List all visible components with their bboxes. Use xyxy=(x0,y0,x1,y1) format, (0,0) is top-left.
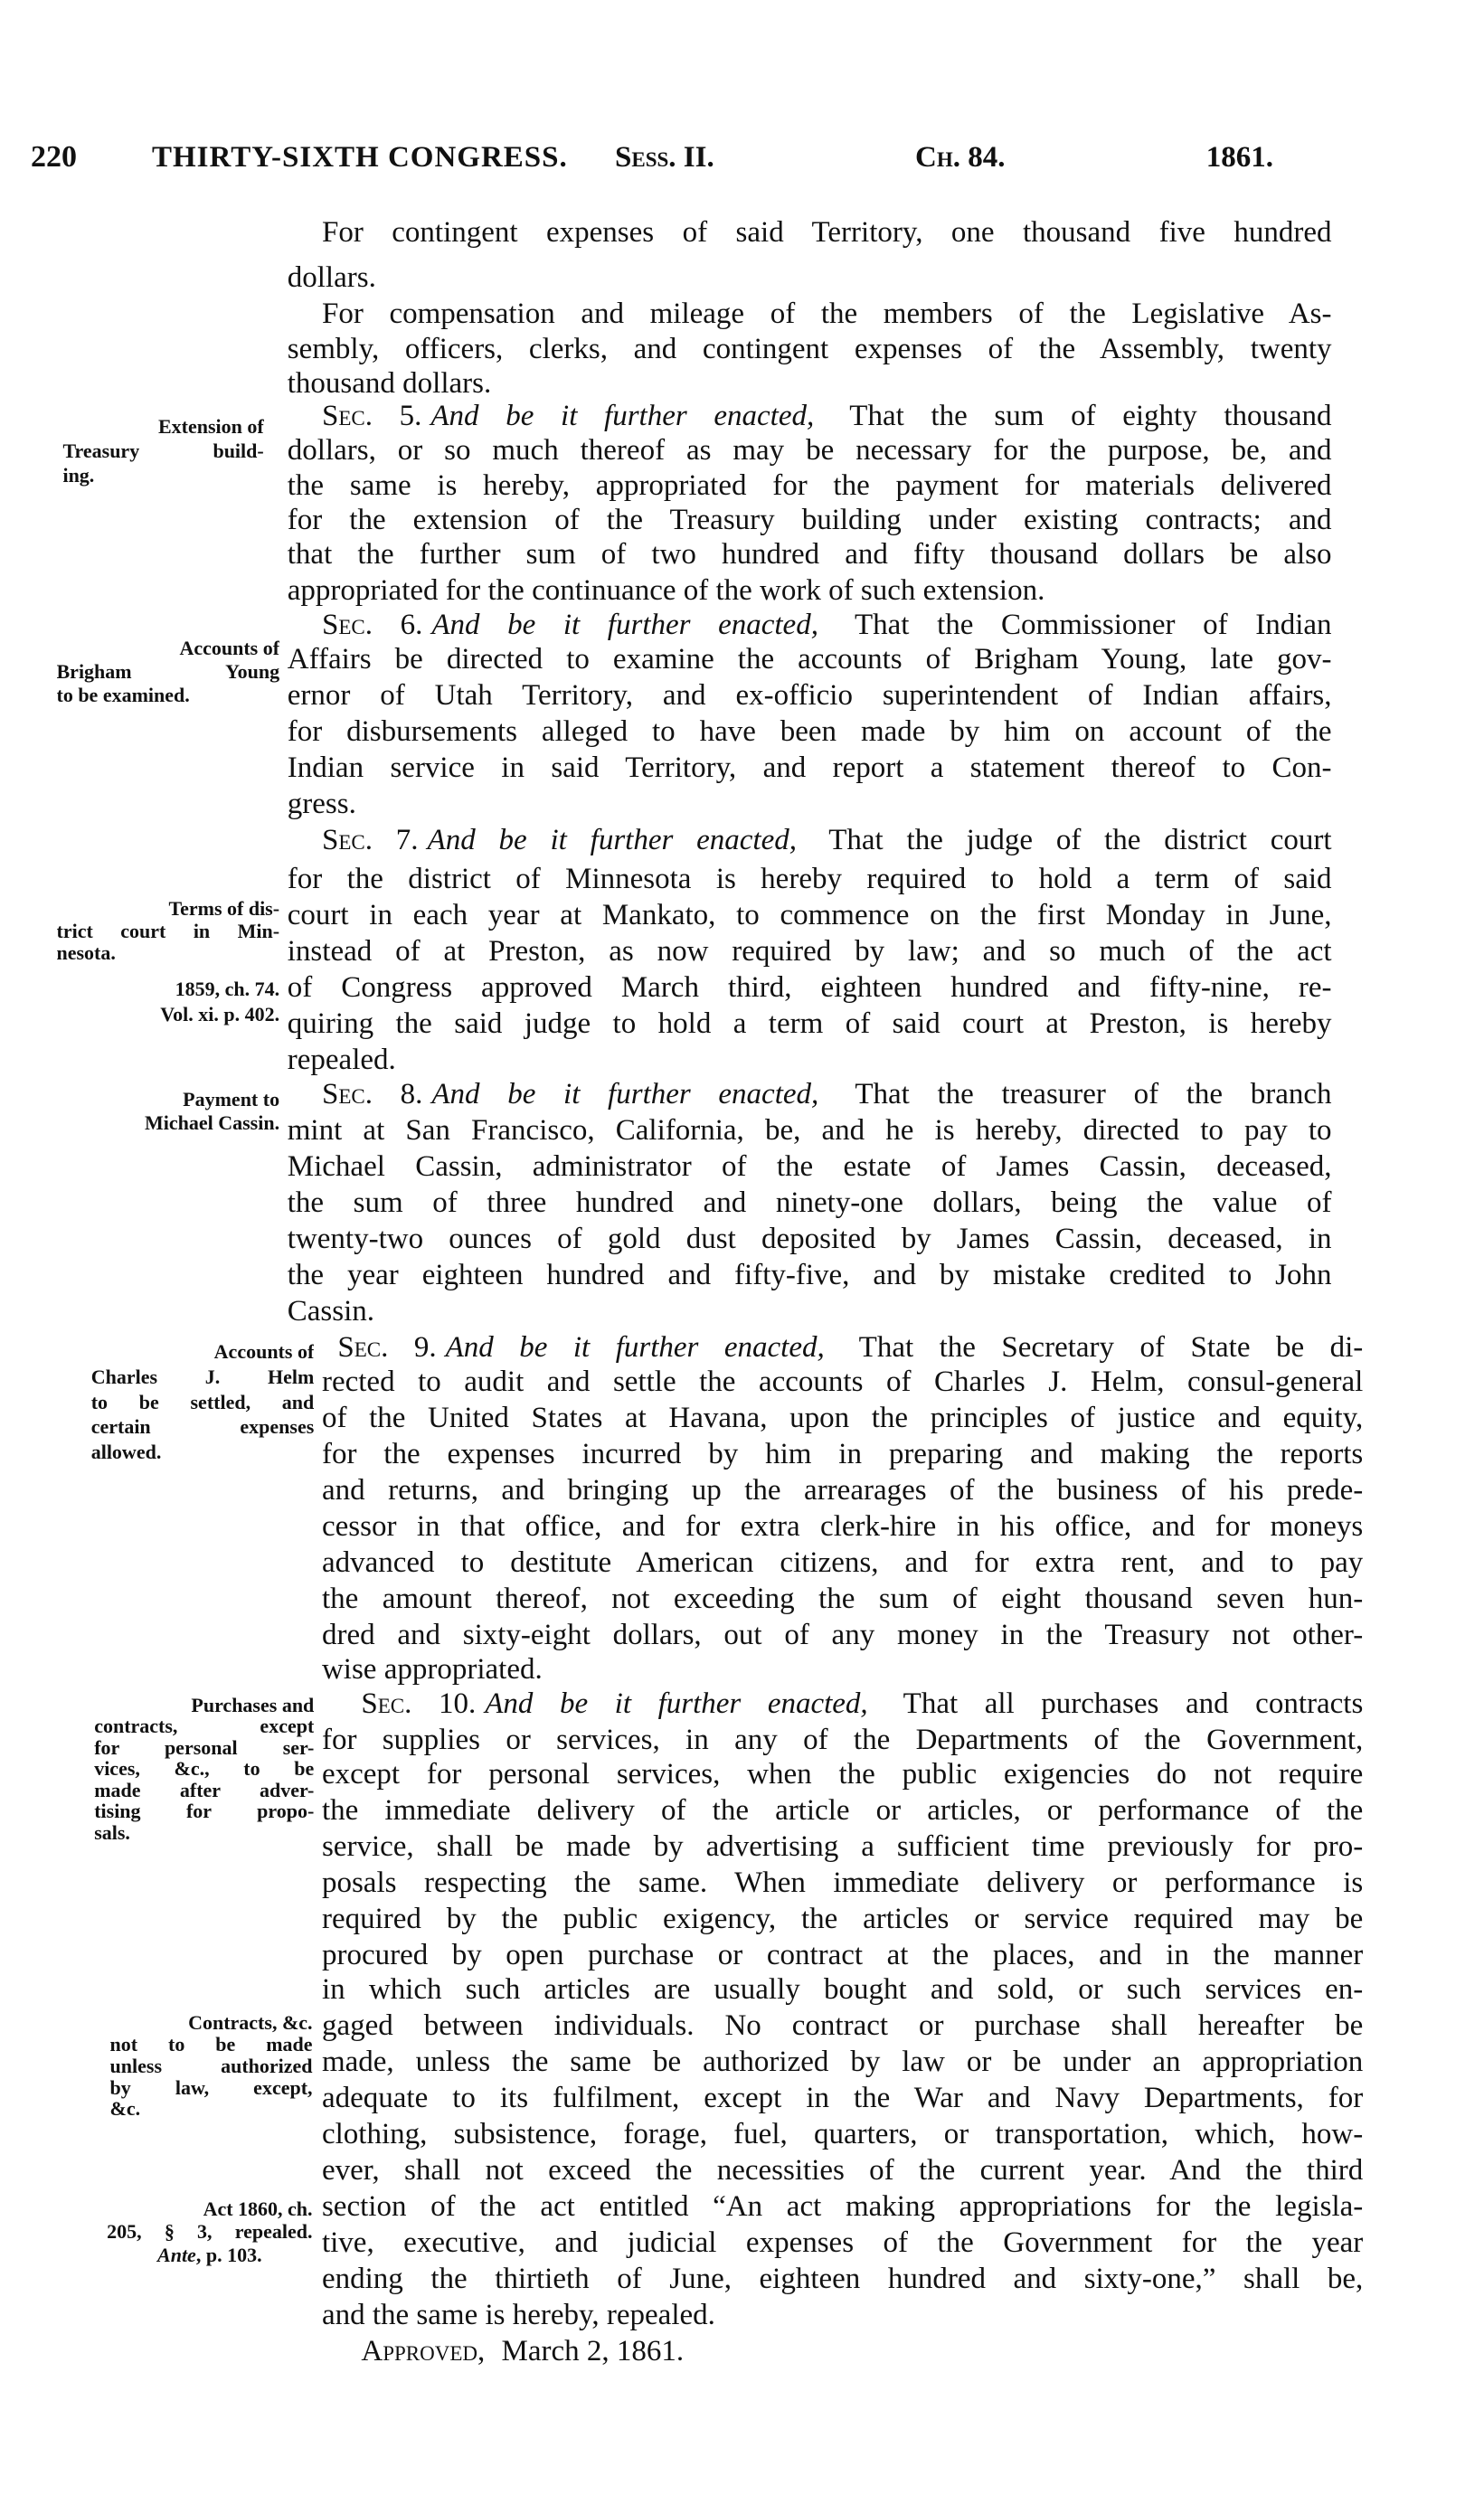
line-text: ever, shall not exceed the necessities of the current year. And the third xyxy=(321,2153,1364,2187)
line-text: tive, executive, and judicial expenses of the Government for the year xyxy=(321,2226,1364,2259)
text-line xyxy=(337,1329,1363,1366)
chapter-label: Ch. 84. xyxy=(914,141,1006,174)
text-line xyxy=(322,1508,1363,1545)
text-line xyxy=(322,1651,1363,1687)
text-line xyxy=(288,750,1332,786)
line-text: dollars, or so much thereof as may be necessary for the purpose, be, and xyxy=(287,434,1332,468)
margin-note-text: , p. 103. xyxy=(195,2243,262,2266)
text-line xyxy=(288,677,1332,714)
text-line xyxy=(322,1545,1363,1581)
margin-note-line: not to be made xyxy=(109,2032,313,2056)
margin-note-line xyxy=(107,2244,312,2267)
text-line xyxy=(288,1185,1332,1221)
text-line xyxy=(288,897,1332,933)
margin-note-line: Accounts of xyxy=(213,1340,315,1364)
line-text: thousand dollars. xyxy=(287,366,492,400)
line-text: required by the public exigency, the articles or service required may be xyxy=(321,1903,1364,1935)
line-text: and returns, and bringing up the arrearages of the business of his prede- xyxy=(321,1473,1364,1507)
line-text: procured by open purchase or contract at the places, and in the manner xyxy=(321,1938,1364,1971)
margin-note-line: Payment to xyxy=(183,1087,280,1110)
text-line xyxy=(322,1971,1363,2008)
section-label: Sec. 9. xyxy=(337,1330,437,1364)
margin-note-line: tising for propo- xyxy=(94,1800,315,1823)
text-line xyxy=(322,1472,1363,1508)
text-line xyxy=(322,607,1332,643)
line-text: of Congress approved March third, eighteen hundred and fifty-nine, re- xyxy=(287,971,1332,1005)
line-text: clothing, subsistence, forage, fuel, quarters, or transportation, which, how- xyxy=(321,2117,1364,2150)
enacting-clause: And be it further enacted, xyxy=(431,1078,819,1111)
text-line xyxy=(322,296,1332,332)
text-line xyxy=(322,2188,1363,2225)
line-text: March 2, 1861. xyxy=(501,2334,685,2367)
text-line xyxy=(288,641,1332,677)
line-text: the year eighteen hundred and fifty-five, and by mistake credited to John xyxy=(287,1259,1332,1292)
enacting-clause: And be it further enacted, xyxy=(430,400,815,433)
section-label: Approved, xyxy=(361,2334,486,2367)
margin-note-line: unless authorized xyxy=(109,2054,313,2077)
margin-note-line: &c. xyxy=(109,2097,141,2121)
text-line xyxy=(288,1257,1332,1293)
text-line xyxy=(322,2044,1363,2080)
line-text: appropriated for the continuance of the work of such extension. xyxy=(287,573,1045,607)
text-line xyxy=(288,1112,1332,1148)
text-line xyxy=(322,1400,1363,1436)
line-text: advanced to destitute American citizens, and for extra rent, and to pay xyxy=(321,1545,1364,1579)
line-text: the same is hereby, appropriated for the payment for materials delivered xyxy=(287,468,1332,502)
text-line xyxy=(288,1042,1332,1078)
margin-note-line: Vol. xi. p. 402. xyxy=(160,1002,280,1025)
margin-note-line: sals. xyxy=(94,1820,130,1844)
enacting-clause: And be it further enacted, xyxy=(431,609,818,642)
line-text: repealed. xyxy=(287,1044,396,1077)
text-line xyxy=(322,398,1332,434)
line-text: That the Commissioner of Indian xyxy=(855,609,1332,642)
line-text: that the further sum of two hundred and fifty thousand dollars be also xyxy=(287,537,1332,571)
section-label: Sec. 5. xyxy=(321,400,422,433)
text-line xyxy=(322,1792,1363,1829)
session-label: Sess. II. xyxy=(615,141,714,174)
margin-note-line: Extension of xyxy=(157,415,264,439)
margin-note-line: to be examined. xyxy=(56,684,190,707)
page-number: 220 xyxy=(31,140,77,174)
line-text: quiring the said judge to hold a term of said court at Preston, is hereby xyxy=(287,1007,1332,1041)
margin-note-line: certain expenses xyxy=(90,1415,315,1439)
line-text: and the same is hereby, repealed. xyxy=(321,2298,715,2331)
text-line xyxy=(361,1686,1363,1722)
line-text: gaged between individuals. No contract or purchase shall hereafter be xyxy=(321,2009,1364,2043)
text-line xyxy=(288,536,1332,572)
line-text: gress. xyxy=(287,788,356,821)
line-text: dollars. xyxy=(287,261,376,295)
text-line xyxy=(322,1756,1363,1792)
text-line xyxy=(288,260,1332,296)
text-line xyxy=(288,933,1332,969)
text-line xyxy=(361,2333,1363,2369)
text-line xyxy=(322,2297,1363,2333)
line-text: for supplies or services, in any of the Departments of the Government, xyxy=(321,1724,1364,1757)
enacting-clause: And be it further enacted, xyxy=(427,824,798,857)
margin-note-line: Accounts of xyxy=(179,637,280,660)
text-line xyxy=(288,365,1332,402)
line-text: service, shall be made by advertising a sufficient time previously for pro- xyxy=(321,1830,1364,1864)
text-line xyxy=(322,1364,1363,1400)
line-text: for the expenses incurred by him in preparing and making the reports xyxy=(321,1438,1364,1470)
margin-note-line: for personal ser- xyxy=(94,1735,315,1759)
margin-note-line: Act 1860, ch. xyxy=(203,2197,313,2221)
line-text: sembly, officers, clerks, and contingent expenses of the Assembly, twenty xyxy=(287,332,1332,365)
text-line xyxy=(322,1617,1363,1653)
margin-note-line: contracts, except xyxy=(94,1715,315,1738)
margin-note-line: Charles J. Helm xyxy=(90,1365,315,1388)
margin-note-italic: Ante xyxy=(157,2243,196,2266)
line-text: section of the act entitled “An act making appropriations for the legisla- xyxy=(321,2189,1364,2223)
margin-note-line: Contracts, &c. xyxy=(188,2010,313,2034)
margin-note-line: 1859, ch. 74. xyxy=(175,978,280,1000)
margin-note-line: trict court in Min- xyxy=(56,919,280,942)
text-line xyxy=(288,969,1332,1006)
line-text: adequate to its fulfilment, except in the War and Navy Departments, for xyxy=(321,2081,1364,2114)
running-head-session xyxy=(615,137,1273,177)
section-label: Sec. 10. xyxy=(361,1687,477,1721)
line-text: dred and sixty-eight dollars, out of any money in the Treasury not other- xyxy=(321,1618,1364,1651)
enacting-clause: And be it further enacted, xyxy=(485,1687,868,1721)
text-line xyxy=(322,1865,1363,1901)
line-text: for the district of Minnesota is hereby required to hold a term of said xyxy=(287,863,1332,896)
line-text: rected to audit and settle the accounts of Charles J. Helm, consul-general xyxy=(321,1366,1364,1399)
text-line xyxy=(288,1006,1332,1042)
line-text: except for personal services, when the public exigencies do not require xyxy=(321,1758,1364,1791)
text-line xyxy=(288,1293,1332,1329)
line-text: Indian service in said Territory, and report a statement thereof to Con- xyxy=(287,751,1332,785)
margin-note-line: allowed. xyxy=(90,1441,162,1464)
running-head-congress: THIRTY-SIXTH CONGRESS. xyxy=(152,141,568,174)
line-text: That the Secretary of State be di- xyxy=(858,1330,1364,1364)
text-line xyxy=(288,714,1332,750)
line-text: the sum of three hundred and ninety-one dollars, being the value of xyxy=(287,1186,1332,1220)
margin-note-line: to be settled, and xyxy=(90,1390,315,1413)
line-text: For contingent expenses of said Territory, one thousand five hundred xyxy=(321,216,1332,249)
line-text: for disbursements alleged to have been made by him on account of the xyxy=(287,715,1332,749)
margin-note-line: Michael Cassin. xyxy=(144,1110,280,1134)
enacting-clause: And be it further enacted, xyxy=(445,1330,825,1364)
line-text: That the treasurer of the branch xyxy=(855,1078,1332,1111)
text-line xyxy=(322,2080,1363,2116)
text-line xyxy=(322,1937,1363,1973)
margin-note-line: made after adver- xyxy=(94,1778,315,1801)
line-text: the amount thereof, not exceeding the sum of eight thousand seven hun- xyxy=(321,1582,1364,1615)
text-line xyxy=(288,432,1332,468)
line-text: in which such articles are usually bought and sold, or such services en- xyxy=(321,1973,1364,2007)
text-line xyxy=(322,214,1332,250)
margin-note-line: by law, except, xyxy=(109,2075,313,2099)
section-label: Sec. 6. xyxy=(321,609,423,642)
text-line xyxy=(322,822,1332,858)
line-text: for the extension of the Treasury building under existing contracts; and xyxy=(287,503,1332,536)
text-line xyxy=(288,786,1332,822)
line-text: the immediate delivery of the article or articles, or performance of the xyxy=(321,1794,1364,1828)
line-text: That the sum of eighty thousand xyxy=(849,400,1332,433)
margin-note-line: nesota. xyxy=(56,941,116,965)
line-text: That the judge of the district court xyxy=(828,824,1332,857)
line-text: mint at San Francisco, California, be, and he is hereby, directed to pay to xyxy=(287,1114,1332,1148)
text-line xyxy=(322,2008,1363,2044)
text-line xyxy=(288,1148,1332,1185)
line-text: court in each year at Mankato, to commence on the first Monday in June, xyxy=(287,899,1332,932)
section-label: Sec. 7. xyxy=(321,824,419,857)
line-text: Michael Cassin, administrator of the estate of James Cassin, deceased, xyxy=(287,1150,1332,1184)
text-line xyxy=(322,2261,1363,2297)
line-text: wise appropriated. xyxy=(321,1652,543,1686)
line-text: twenty-two ounces of gold dust deposited by James Cassin, deceased, in xyxy=(287,1223,1332,1256)
section-label: Sec. 8. xyxy=(321,1078,423,1111)
margin-note-line: Terms of dis- xyxy=(168,897,280,921)
text-line xyxy=(288,572,1332,609)
margin-note-line: 205, § 3, repealed. xyxy=(107,2220,313,2244)
margin-note-line: Treasury build- xyxy=(62,439,264,463)
text-line xyxy=(288,1221,1332,1257)
line-text: ernor of Utah Territory, and ex-officio superintendent of Indian affairs, xyxy=(287,679,1332,713)
text-line xyxy=(322,2152,1363,2188)
text-line xyxy=(322,1076,1332,1112)
margin-note-line: Purchases and xyxy=(191,1693,315,1716)
line-text: That all purchases and contracts xyxy=(903,1687,1364,1721)
margin-note-line: ing. xyxy=(62,464,95,487)
text-line xyxy=(322,1581,1363,1617)
text-line xyxy=(288,331,1332,367)
margin-note-line: Brigham Young xyxy=(56,660,280,684)
text-line xyxy=(288,468,1332,504)
line-text: posals respecting the same. When immediate delivery or performance is xyxy=(321,1867,1364,1900)
line-text: Cassin. xyxy=(287,1294,375,1328)
year-label: 1861. xyxy=(1205,141,1273,174)
margin-note-line: vices, &c., to be xyxy=(94,1757,315,1781)
line-text: cessor in that office, and for extra clerk-hire in his office, and for moneys xyxy=(321,1509,1364,1543)
line-text: For compensation and mileage of the members of the Legislative As- xyxy=(321,298,1332,331)
text-line xyxy=(322,2225,1363,2261)
line-text: instead of at Preston, as now required by law; and so much of the act xyxy=(287,935,1332,969)
line-text: made, unless the same be authorized by law or be under an appropriation xyxy=(321,2046,1364,2079)
text-line xyxy=(288,502,1332,538)
text-line xyxy=(322,1436,1363,1472)
text-line xyxy=(322,1829,1363,1865)
line-text: ending the thirtieth of June, eighteen hundred and sixty-one,” shall be, xyxy=(321,2262,1364,2295)
text-line xyxy=(322,1901,1363,1937)
text-line xyxy=(322,2116,1363,2152)
line-text: of the United States at Havana, upon the principles of justice and equity, xyxy=(321,1402,1364,1435)
line-text: Affairs be directed to examine the accounts of Brigham Young, late gov- xyxy=(287,643,1332,676)
text-line xyxy=(322,1722,1363,1758)
text-line xyxy=(288,861,1332,897)
